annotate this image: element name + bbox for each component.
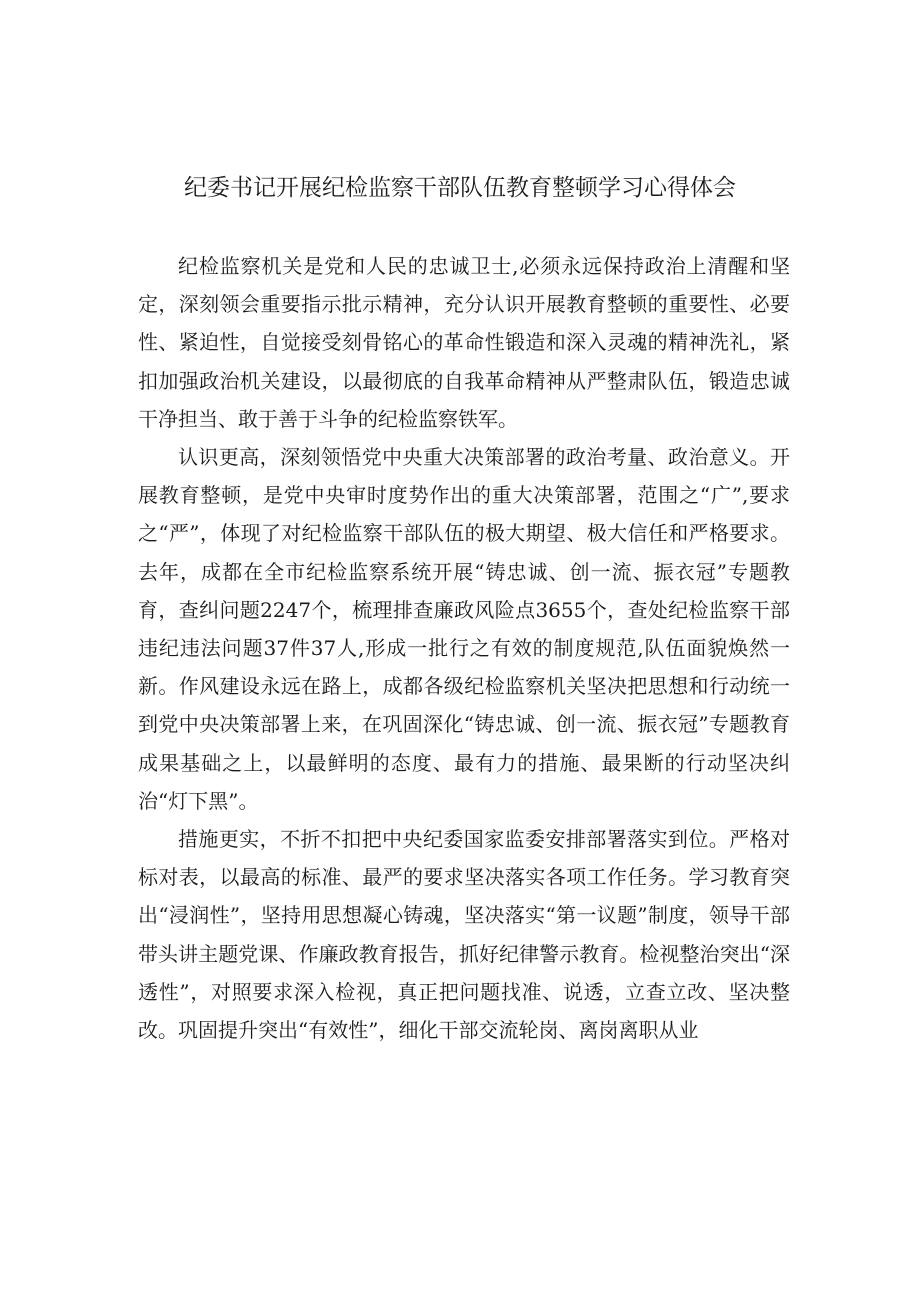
document-body [138,247,790,1049]
document-title: 纪委书记开展纪检监察干部队伍教育整顿学习心得体会 [184,175,736,201]
paragraph-3: 措施更实，不折不扣把中央纪委国家监委安排部署落实到位。严格对标对表，以最高的标准、最严的要求坚决落实各项工作任务。学习教育突出“浸润性”，坚持用思想凝心铸魂，坚决落实“第一议题”制度，领导干部带头讲主题党课、作廉政教育报告，抓好纪律警示教育。检视整治突出“深透性”，对照要求深入检视，真正把问题找准、说透，立查立改、坚决整改。巩固提升突出“有效性”，细化干部交流轮岗、离岗离职从业 [138,827,790,1043]
paragraph-2: 认识更高，深刻领悟党中央重大决策部署的政治考量、政治意义。开展教育整顿，是党中央审时度势作出的重大决策部署，范围之“广”,要求之“严”，体现了对纪检监察干部队伍的极大期望、极大信任和严格要求。去年，成都在全市纪检监察系统开展“铸忠诚、创一流、振衣冠”专题教育，查纠问题2247个，梳理排查廉政风险点3655个，查处纪检监察干部违纪违法问题37件37人,形成一批行之有效的制度规范,队伍面貌焕然一新。作风建设永远在路上，成都各级纪检监察机关坚决把思想和行动统一到党中央决策部署上来，在巩固深化“铸忠诚、创一流、振衣冠”专题教育成果基础之上，以最鲜明的态度、最有力的措施、最果断的行动坚决纠治“灯下黑”。 [138,445,790,813]
paragraph-1: 纪检监察机关是党和人民的忠诚卫士,必须永远保持政治上清醒和坚定，深刻领会重要指示批示精神，充分认识开展教育整顿的重要性、必要性、紧迫性，自觉接受刻骨铭心的革命性锻造和深入灵魂的精神洗礼，紧扣加强政治机关建设，以最彻底的自我革命精神从严整肃队伍，锻造忠诚干净担当、敢于善于斗争的纪检监察铁军。 [138,254,790,431]
